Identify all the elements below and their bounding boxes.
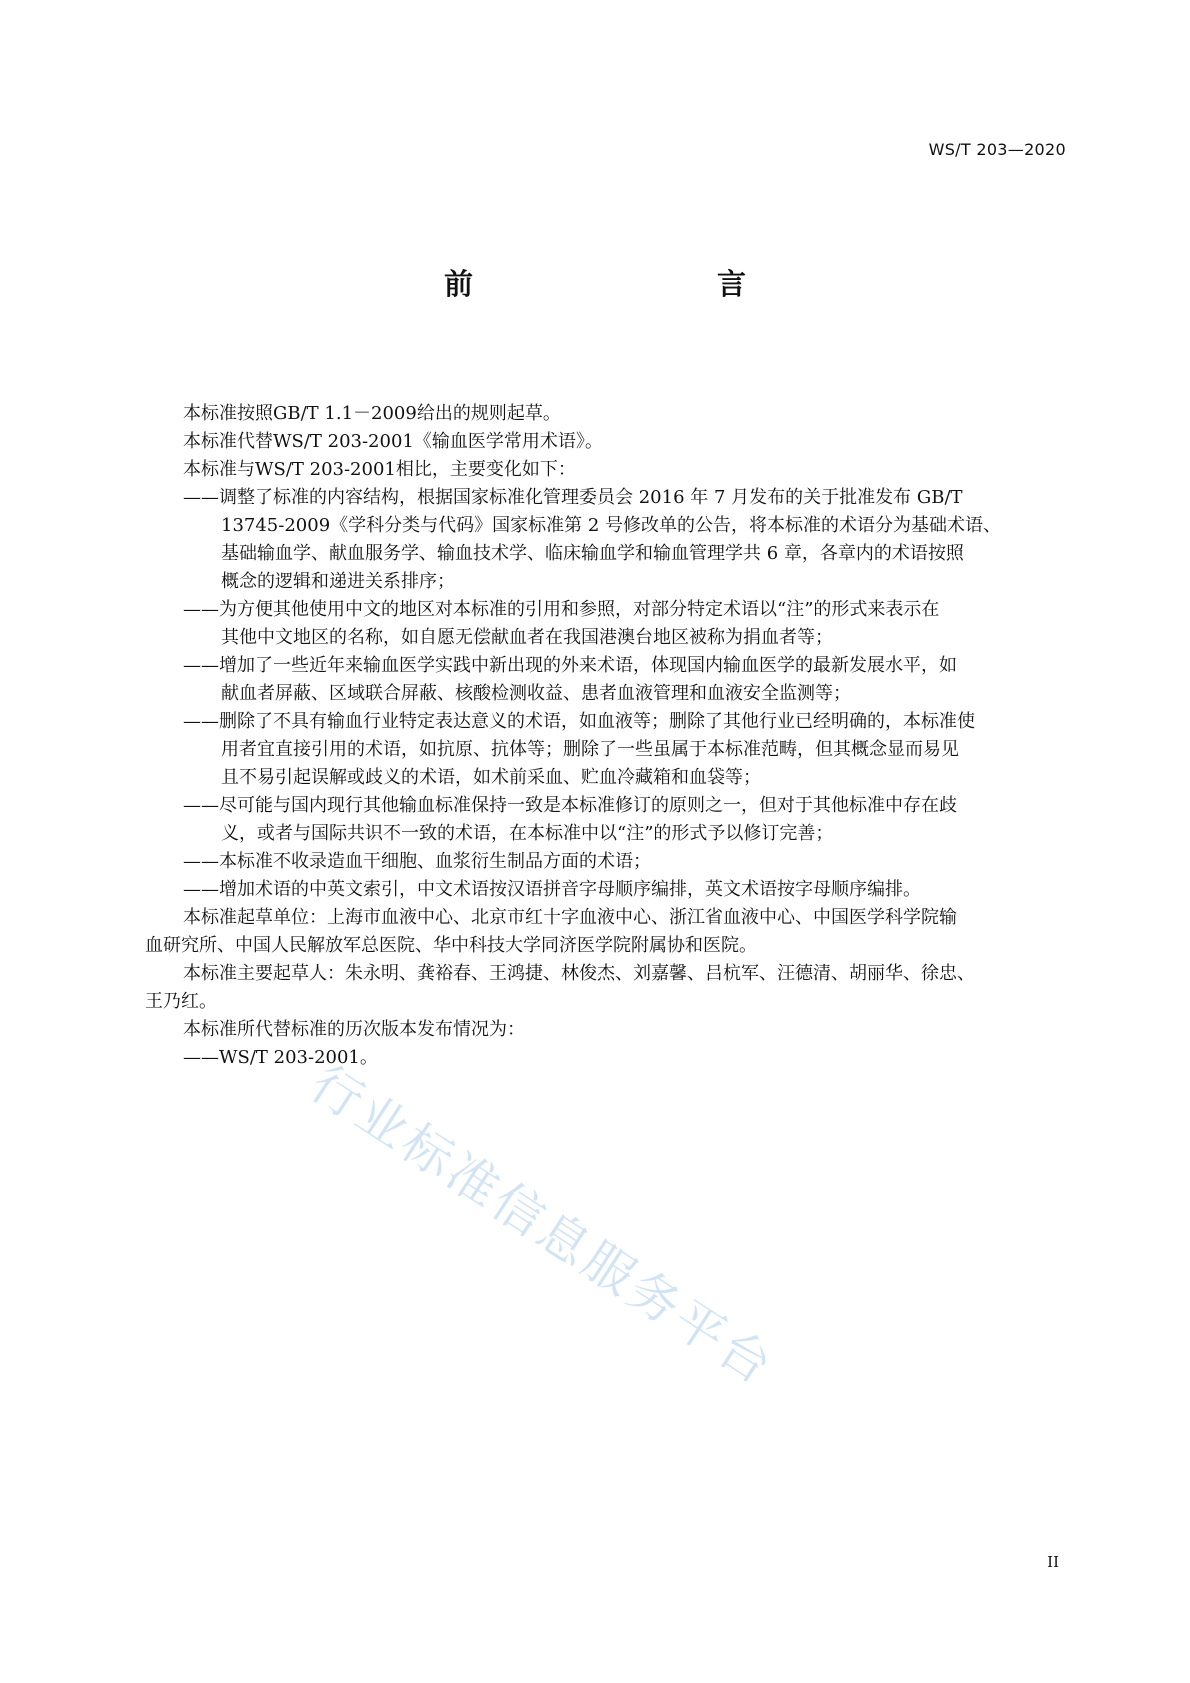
change-item-consistency-cont: 义，或者与国际共识不一致的术语，在本标准中以“注”的形式予以修订完善； <box>221 823 834 844</box>
replacement-line: 本标准代替WS/T 203-2001《输血医学常用术语》。 <box>183 431 603 452</box>
page-number: II <box>1047 1553 1059 1571</box>
foreword-body <box>145 400 1075 1072</box>
page-title: 前 言 <box>443 267 808 301</box>
drafters-cont: 王乃红。 <box>145 991 217 1012</box>
change-item-deleted-terms-cont: 且不易引起误解或歧义的术语，如术前采血、贮血冷藏箱和血袋等； <box>221 767 761 788</box>
change-item-deleted-terms-cont: 用者宜直接引用的术语，如抗原、抗体等；删除了一些虽属于本标准范畴，但其概念显而易见 <box>221 739 959 760</box>
standard-code: WS/T 203—2020 <box>928 140 1066 159</box>
change-item-structure-cont: 基础输血学、献血服务学、输血技术学、临床输血学和输血管理学共 6 章，各章内的术语按照 <box>221 543 964 564</box>
changes-intro-line: 本标准与WS/T 203-2001相比，主要变化如下： <box>183 459 576 480</box>
change-item-index: ——增加术语的中英文索引，中文术语按汉语拼音字母顺序编排，英文术语按字母顺序编排。 <box>183 879 921 900</box>
change-item-deleted-terms: ——删除了不具有输血行业特定表达意义的术语，如血液等；删除了其他行业已经明确的，本标准使 <box>183 711 975 732</box>
change-item-new-terms-cont: 献血者屏蔽、区域联合屏蔽、核酸检测收益、患者血液管理和血液安全监测等； <box>221 683 851 704</box>
drafters-line: 本标准主要起草人：朱永明、龚裕春、王鸿捷、林俊杰、刘嘉馨、吕杭军、汪德清、胡丽华、徐忠、 <box>183 963 975 984</box>
change-item-notes-cont: 其他中文地区的名称，如自愿无偿献血者在我国港澳台地区被称为捐血者等； <box>221 627 833 648</box>
drafting-rule-line: 本标准按照GB/T 1.1－2009给出的规则起草。 <box>183 403 561 424</box>
version-history-item: ——WS/T 203-2001。 <box>183 1047 378 1068</box>
change-item-structure-cont: 概念的逻辑和递进关系排序； <box>221 571 455 592</box>
drafting-units-line: 本标准起草单位：上海市血液中心、北京市红十字血液中心、浙江省血液中心、中国医学科学院输 <box>183 907 957 928</box>
change-item-notes: ——为方便其他使用中文的地区对本标准的引用和参照，对部分特定术语以“注”的形式来表示在 <box>183 599 940 620</box>
change-item-new-terms: ——增加了一些近年来输血医学实践中新出现的外来术语，体现国内输血医学的最新发展水平，如 <box>183 655 957 676</box>
watermark: 行业标准信息服务平台 <box>300 1054 785 1397</box>
change-item-consistency: ——尽可能与国内现行其他输血标准保持一致是本标准修订的原则之一，但对于其他标准中存在歧 <box>183 795 957 816</box>
version-history-intro: 本标准所代替标准的历次版本发布情况为： <box>183 1019 525 1040</box>
change-item-structure-cont: 13745-2009《学科分类与代码》国家标准第 2 号修改单的公告，将本标准的术语分为基础术语、 <box>221 515 1002 536</box>
change-item-structure: ——调整了标准的内容结构，根据国家标准化管理委员会 2016 年 7 月发布的关于批准发布 GB/T <box>183 487 963 508</box>
change-item-excluded: ——本标准不收录造血干细胞、血浆衍生制品方面的术语； <box>183 851 651 872</box>
drafting-units-cont: 血研究所、中国人民解放军总医院、华中科技大学同济医学院附属协和医院。 <box>145 935 757 956</box>
